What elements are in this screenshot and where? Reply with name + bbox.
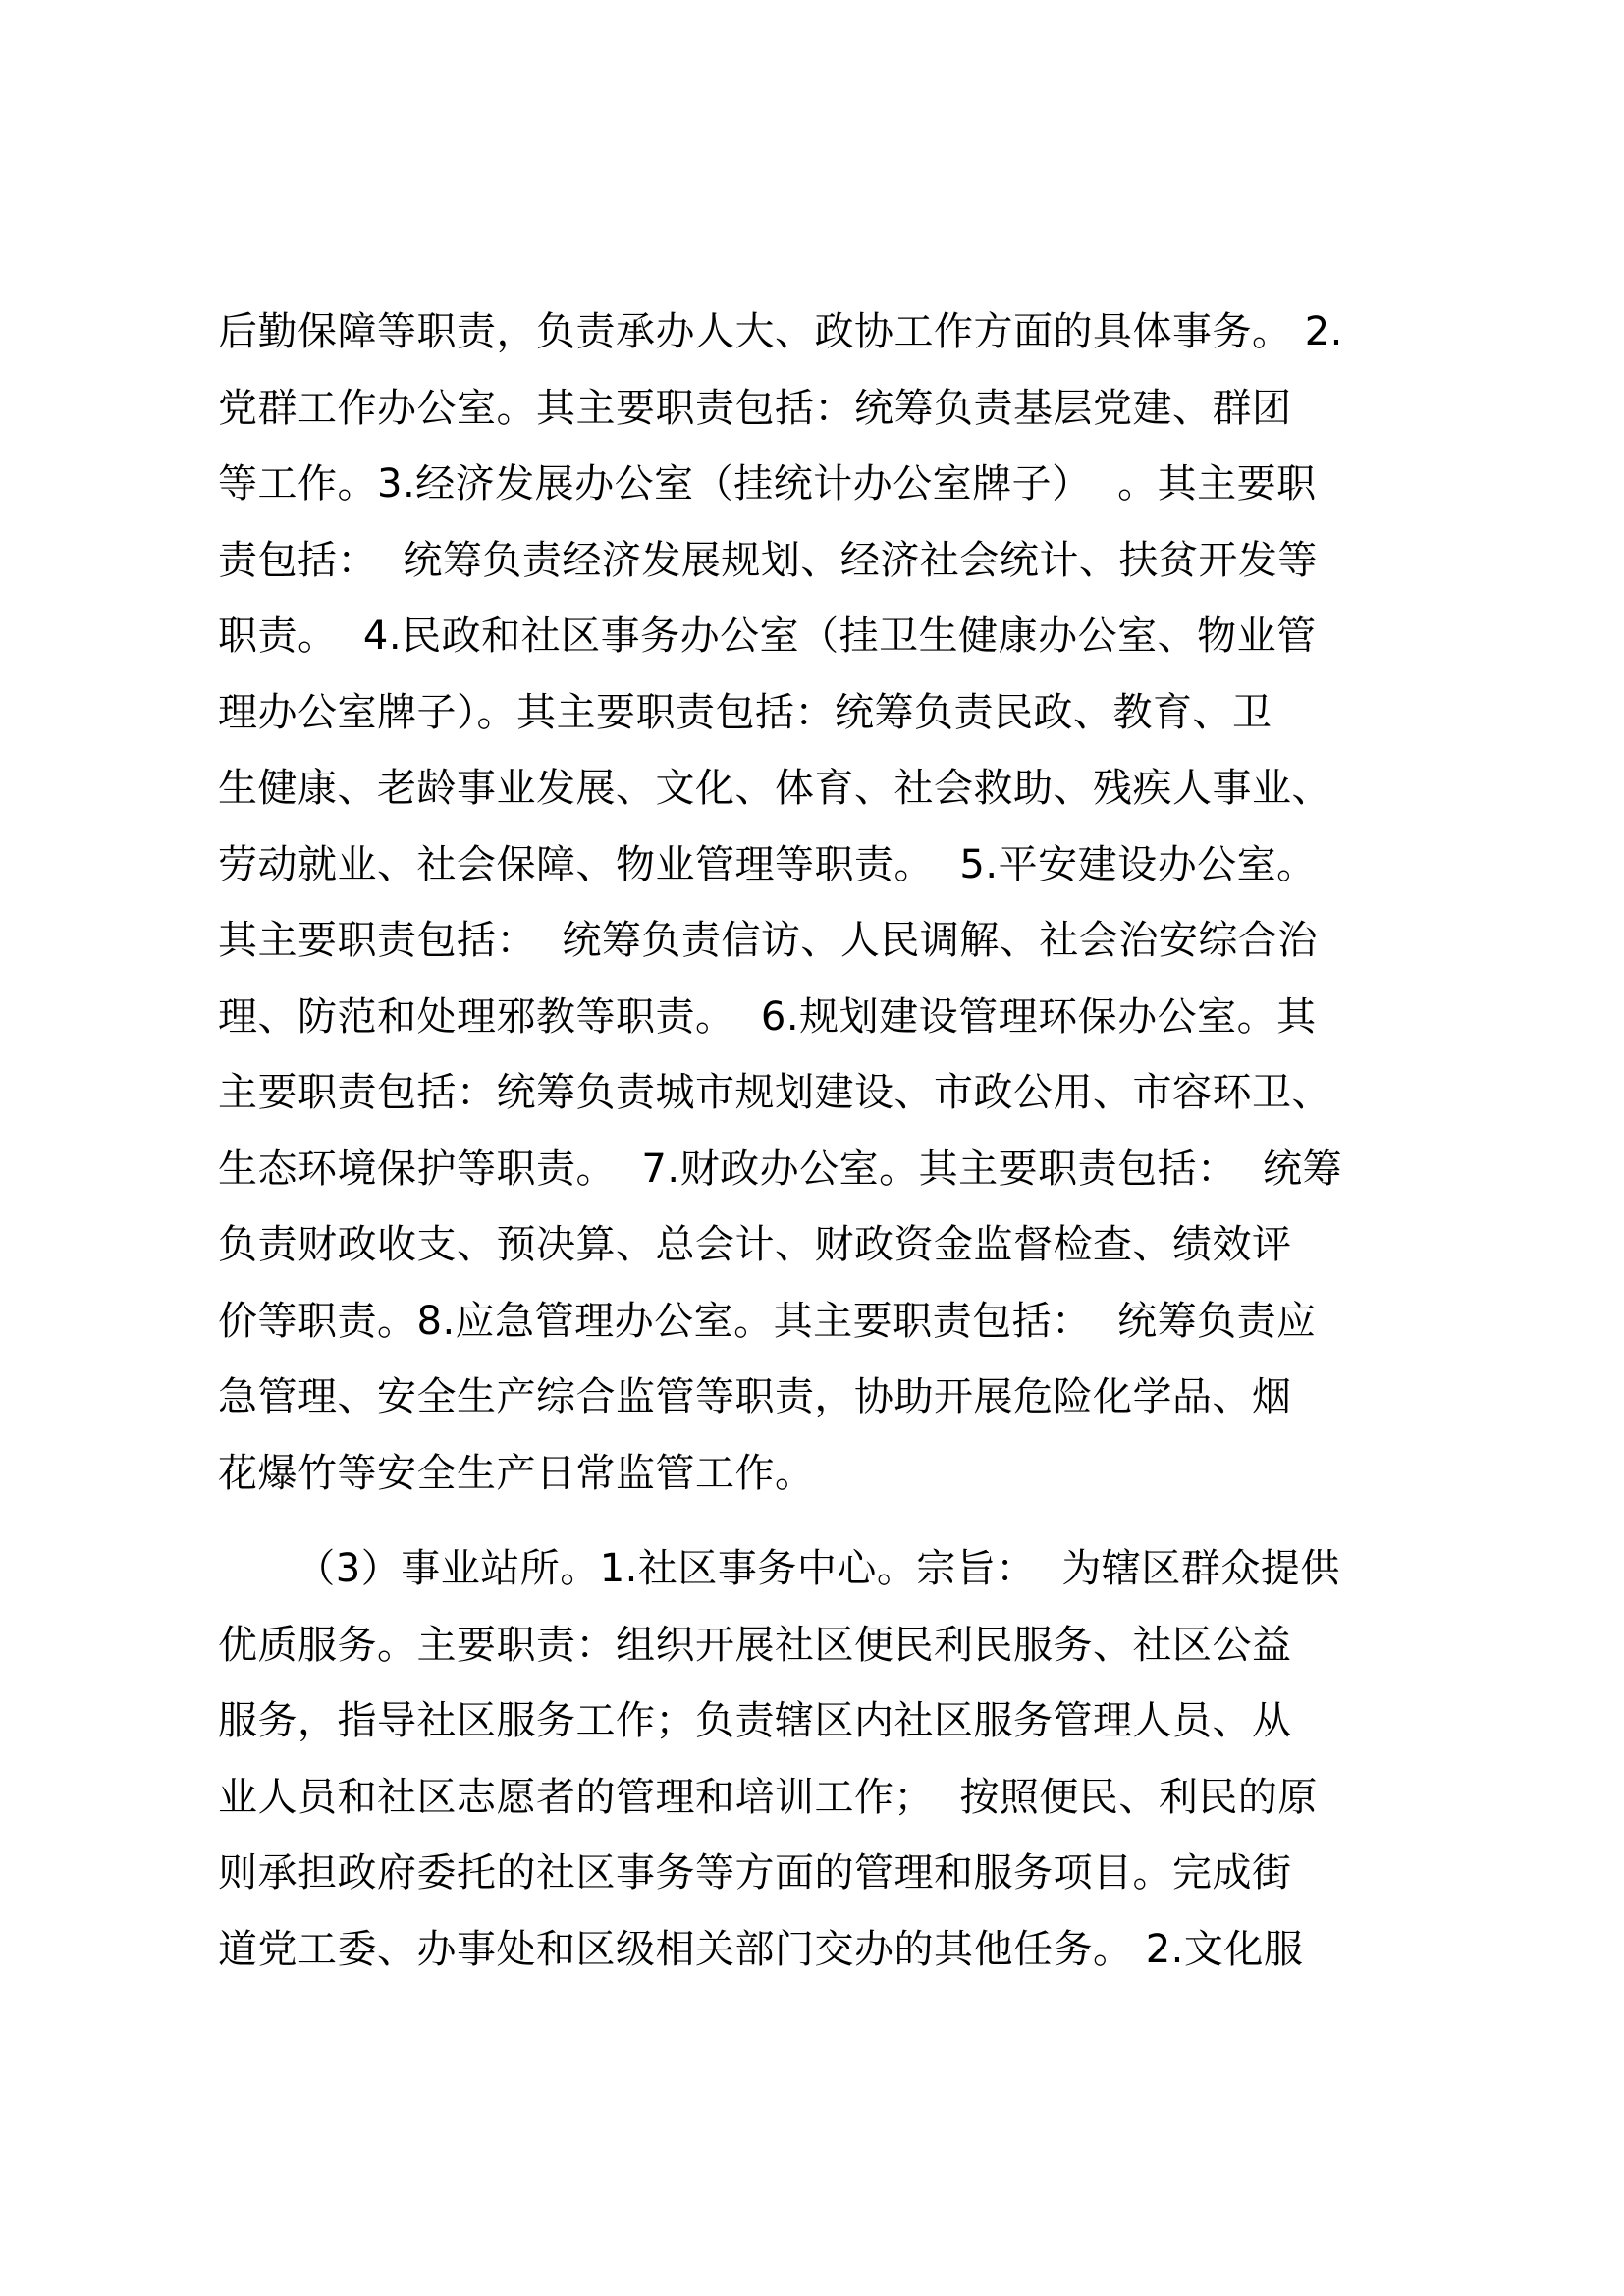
text-line: 等工作。3.经济发展办公室（挂统计办公室牌子） 。其主要职 <box>218 461 1317 507</box>
text-line: 花爆竹等安全生产日常监管工作。 <box>218 1450 815 1496</box>
paragraph-institutions <box>218 1531 1455 1988</box>
text-line: 主要职责包括：统筹负责城市规划建设、市政公用、市容环卫、 <box>218 1070 1331 1115</box>
text-line: 服务，指导社区服务工作；负责辖区内社区服务管理人员、从 <box>218 1698 1292 1743</box>
text-line: 党群工作办公室。其主要职责包括：统筹负责基层党建、群团 <box>218 385 1292 431</box>
text-line: 负责财政收支、预决算、总会计、财政资金监督检查、绩效评 <box>218 1222 1292 1267</box>
text-line: 职责。 4.民政和社区事务办公室（挂卫生健康办公室、物业管 <box>218 614 1317 659</box>
text-line: （3）事业站所。1.社区事务中心。宗旨： 为辖区群众提供 <box>218 1546 1340 1591</box>
text-line: 责包括： 统筹负责经济发展规划、经济社会统计、扶贫开发等 <box>218 537 1318 583</box>
text-line: 价等职责。8.应急管理办公室。其主要职责包括： 统筹负责应 <box>218 1298 1317 1344</box>
text-line: 优质服务。主要职责：组织开展社区便民利民服务、社区公益 <box>218 1622 1292 1668</box>
text-line: 急管理、安全生产综合监管等职责，协助开展危险化学品、烟 <box>218 1374 1292 1419</box>
text-line: 则承担政府委托的社区事务等方面的管理和服务项目。完成街 <box>218 1850 1292 1896</box>
text-line: 道党工委、办事处和区级相关部门交办的其他任务。 2.文化服 <box>218 1926 1304 1972</box>
text-line: 理办公室牌子）。其主要职责包括：统筹负责民政、教育、卫 <box>218 689 1272 735</box>
text-line: 理、防范和处理邪教等职责。 6.规划建设管理环保办公室。其 <box>218 993 1317 1040</box>
text-line: 其主要职责包括： 统筹负责信访、人民调解、社会治安综合治 <box>218 918 1318 963</box>
text-line: 后勤保障等职责，负责承办人大、政协工作方面的具体事务。 2. <box>218 309 1343 354</box>
text-line: 生态环境保护等职责。 7.财政办公室。其主要职责包括： 统筹 <box>218 1146 1343 1192</box>
text-line: 生健康、老龄事业发展、文化、体育、社会救助、残疾人事业、 <box>218 766 1331 811</box>
text-line: 业人员和社区志愿者的管理和培训工作； 按照便民、利民的原 <box>218 1774 1318 1820</box>
paragraph-continued-offices <box>218 294 1455 1512</box>
text-line: 劳动就业、社会保障、物业管理等职责。 5.平安建设办公室。 <box>218 841 1317 887</box>
